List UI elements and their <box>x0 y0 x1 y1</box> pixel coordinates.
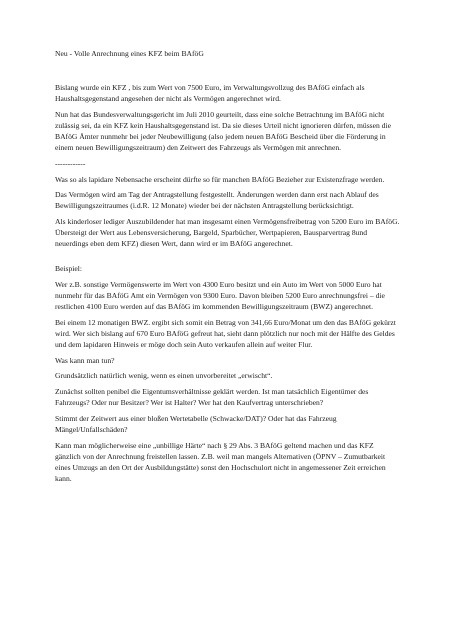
example-heading: Beispiel: <box>55 264 82 274</box>
paragraph-example: Wer z.B. sonstige Vermögenswerte im Wert von 4300 Euro besitzt und ein Auto im Wert von 5000 Euro hat nunmehr für das BAföG Amt ein Vermögen von 9300 Euro. Davon bleiben 5200 Euro anrechnungsfrei – die restlichen 4100 Euro werden auf das BAföG im kommenden Bewilligungszeitraum (BWZ) angerechnet. <box>55 279 385 312</box>
paragraph-court-ruling: Nun hat das Bundesverwaltungsgericht im Juli 2010 geurteilt, dass eine solche Betrachtung im BAföG nicht zulässig sei, da ein KFZ kein Haushaltsgegenstand ist. Da sie dieses Urteil nicht ignorieren dürfen, müssen die BAföG Ämter nunmehr bei jeder Neubewilligung (also jedem neuen BAföG Bescheid über die Förderung in einem neuen Bewilligungszeitraum) den Zeitwert des Fahrzeugs als Vermögen mit anrechnen. <box>55 109 391 153</box>
paragraph-intro: Bislang wurde ein KFZ , bis zum Wert von 7500 Euro, im Verwaltungsvollzug des BAföG einfach als Haushaltsgegenstand angesehen der nicht als Vermögen angerechnet wird. <box>55 83 365 104</box>
paragraph-consequence: Was so als lapidare Nebensache erscheint dürfte so für manchen BAföG Bezieher zur Existenzfrage werden. <box>55 174 385 184</box>
separator-line: ------------ <box>55 158 86 168</box>
paragraph-value-check: Stimmt der Zeitwert aus einer bloßen Wertetabelle (Schwacke/DAT)? Oder hat das Fahrzeug Mängel/Unfallschäden? <box>55 413 337 434</box>
paragraph-monthly-reduction: Bei einem 12 monatigen BWZ. ergibt sich somit ein Betrag von 341,66 Euro/Monat um den das BAföG gekürzt wird. Wer sich bislang auf 670 Euro BAföG gefreut hat, sieht dann plötzlich nur noch mit der Hälfte des Geldes und dem lapidaren Hinweis er möge doch sein Auto verkaufen allein auf weiter Flur. <box>55 317 396 350</box>
document-title: Neu - Volle Anrechnung eines KFZ beim BAföG <box>55 49 204 58</box>
question-heading: Was kann man tun? <box>55 355 115 365</box>
paragraph-hardship: Kann man möglicherweise eine „unbillige Härte“ nach § 29 Abs. 3 BAföG geltend machen und das KFZ gänzlich von der Anrechnung freistellen lassen. Z.B. weil man mangels Alternativen (ÖPNV – Zumutbarkeit eines Umzugs an den Ort der Ausbildungstätte) sonst den Hochschulort nicht in angemessener Zeit erreichen kann. <box>55 440 386 483</box>
paragraph-ownership: Zunächst sollten penibel die Eigentumsverhältnisse geklärt werden. Ist man tatsächlich Eigentümer des Fahrzeugs? Oder nur Besitzer? Wer ist Halter? Wer hat den Kaufvertrag unterschrieben? <box>55 387 369 408</box>
paragraph-basics: Grundsätzlich natürlich wenig, wenn es einen unvorbereitet „erwischt“. <box>55 371 273 381</box>
paragraph-assessment-date: Das Vermögen wird am Tag der Antragstellung festgestellt. Änderungen werden dann erst nach Ablauf des Bewilligungszeitraumes (i.d.R. 12 Monate) wieder bei der nächsten Antragstellung berücksichtigt. <box>55 190 379 211</box>
paragraph-allowance: Als kinderloser lediger Auszubildender hat man insgesamt einen Vermögensfreibetrag von 5200 Euro im BAföG. Übersteigt der Wert aus Lebensversicherung, Bargeld, Sparbücher, Wertpapieren, Bausparvertrag 8und neuerdings eben dem KFZ) diesen Wert, dann wird er im BAföG angerechnet. <box>55 217 400 249</box>
